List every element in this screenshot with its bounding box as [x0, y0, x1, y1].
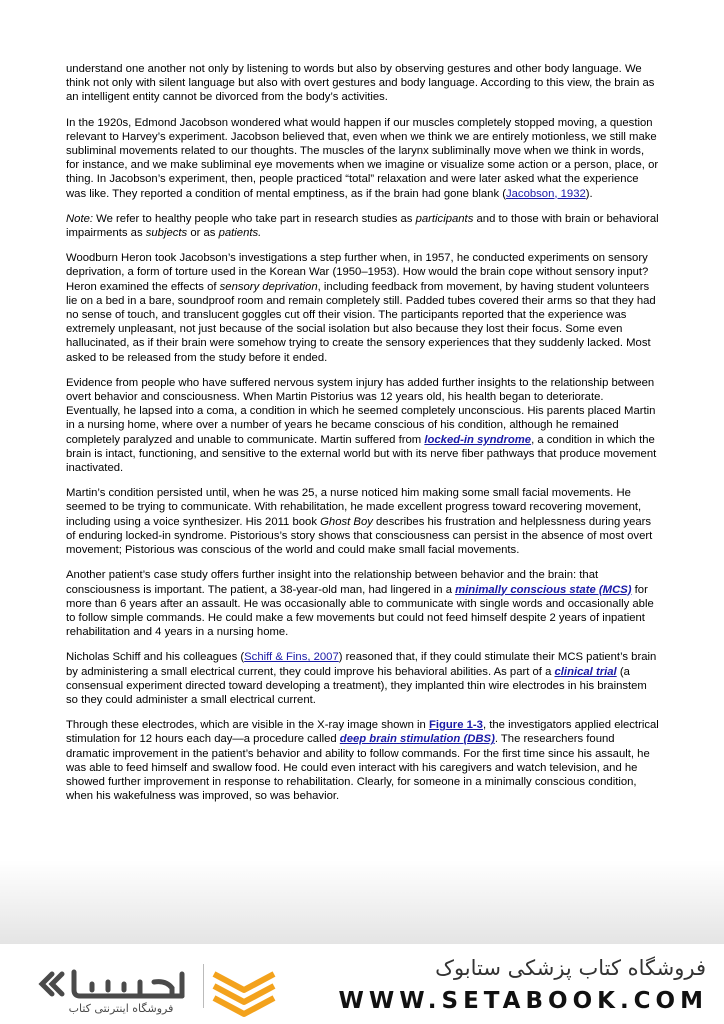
glossary-link-mcs[interactable]: minimally conscious state (MCS)	[455, 583, 632, 596]
article-body	[66, 62, 660, 814]
logo-subtitle: فروشگاه اینترنتی کتاب	[68, 1002, 174, 1015]
paragraph-recovery: Martin’s condition persisted until, when he was 25, a nurse noticed him making some small facial movements. He seemed to be trying to communicate. With rehabilitation, he made excellent progress toward recovering movement, including using a voice synthesizer. His 2011 book Ghost Boy describes his frustration and helplessness during years of enduring locked-in syndrome. Pistorious’s story shows that consciousness can persist in the absence of most overt movement; Pistorious was conscious of the world and could make small facial movements.	[66, 487, 653, 557]
glossary-link-locked-in-syndrome[interactable]: locked-in syndrome	[424, 433, 532, 446]
figure-link-1-3[interactable]: Figure 1-3	[428, 719, 483, 732]
glossary-link-dbs[interactable]: deep brain stimulation (DBS)	[339, 733, 495, 746]
setabook-logo	[32, 960, 282, 1018]
paragraph-heron: Woodburn Heron took Jacobson’s investigations a step further when, in 1957, he conducted experiments on sensory deprivation, a form of torture used in the Korean War (1950–1953). How would the brain cope without sensory input? Heron examined the effects of sensory deprivation, including feedback from movement, by having student volunteers lie on a bed in a bare, soundproof room and remain completely still. Padded tubes covered their arms so that they had no sense of touch, and translucent goggles cut off their vision. The participants reported that the experience was extremely unpleasant, not just because of the social isolation but also because they lost their focus. Some even hallucinated, as if their brain were somehow trying to create the sensory experiences that they suddenly lacked. Most asked to be released from the study before it ended.	[66, 252, 656, 364]
paragraph-note: Note: We refer to healthy people who take part in research studies as participants and to those with brain or behavioral impairments as subjects or as patients.	[66, 212, 659, 240]
citation-link-jacobson[interactable]: Jacobson, 1932	[506, 187, 586, 200]
paragraph-jacobson: In the 1920s, Edmond Jacobson wondered what would happen if our muscles completely stopped moving, a question relevant to Harvey’s experiment. Jacobson believed that, even when we think we are entirely motionless, we still make subliminal movements related to our thoughts. The muscles of the larynx subliminally move when we think in words, for instance, and we make subliminal eye movements when we imagine or visualize some action or a person, place, or thing. In Jacobson’s experiment, then, people practiced “total” relaxation and were later asked what the experience was like. They reported a condition of mental emptiness, as if the brain had gone blank (Jacobson, 1932).	[66, 116, 659, 200]
citation-link-schiff-fins[interactable]: Schiff & Fins, 2007	[244, 651, 339, 664]
store-name: فروشگاه کتاب پزشکی ستابوک	[435, 956, 706, 980]
paragraph-mcs-patient: Another patient’s case study offers further insight into the relationship between behavior and the brain: that consciousness is important. The patient, a 38-year-old man, had lingered in a minimally conscious state (MCS) for more than 6 years after an assault. He was occasionally able to communicate with single words and occasionally able to follow simple commands. He could make a few movements but could not feed himself despite 2 years of inpatient rehabilitation and 4 years in a nursing home.	[66, 569, 654, 639]
glossary-link-clinical-trial[interactable]: clinical trial	[554, 665, 617, 678]
paragraph-pistorius: Evidence from people who have suffered nervous system injury has added further insights to the relationship between overt behavior and consciousness. When Martin Pistorius was 12 years old, his health began to deteriorate. Eventually, he lapsed into a coma, a condition in which he seemed completely unconscious. His parents placed Martin in a nursing home, where over a number of years he became conscious of his condition, although he remained completely paralyzed and unable to communicate. Martin suffered from locked-in syndrome, a condition in which the brain is intact, functioning, and sensitive to the external world but with its nerve fiber pathways that produce movement inactivated.	[66, 376, 657, 475]
note-label: Note:	[66, 212, 94, 225]
footer-banner	[0, 944, 724, 1024]
paragraph-dbs: Through these electrodes, which are visible in the X-ray image shown in Figure 1-3, the investigators applied electrical stimulation for 12 hours each day—a procedure called deep brain stimulation (DBS). The researchers found dramatic improvement in the patient’s behavior and ability to follow commands. For the first time since his assault, he was able to feed himself and swallow food. He could even interact with his caregivers and watch television, and he showed further improvement in response to rehabilitation. Clearly, for someone in a minimally conscious condition, when his wakefulness was improved, so was behavior.	[66, 719, 659, 803]
store-url[interactable]: WWW.SETABOOK.COM	[338, 988, 708, 1014]
page-bottom-shadow	[0, 860, 724, 945]
paragraph-body-language: understand one another not only by listening to words but also by observing gestures and other body language. We think not only with silent language but also with overt gestures and body language. According to this view, the brain as an intelligent entity cannot be divorced from the body’s activities.	[66, 63, 655, 104]
footer-divider	[203, 964, 204, 1008]
paragraph-schiff: Nicholas Schiff and his colleagues (Schiff & Fins, 2007) reasoned that, if they could stimulate their MCS patient’s brain by administering a small electrical current, they could improve his behavioral abilities. As part of a clinical trial (a consensual experiment directed toward developing a treatment), they implanted thin wire electrodes in his brainstem so they could administer a small electrical current.	[66, 651, 657, 706]
